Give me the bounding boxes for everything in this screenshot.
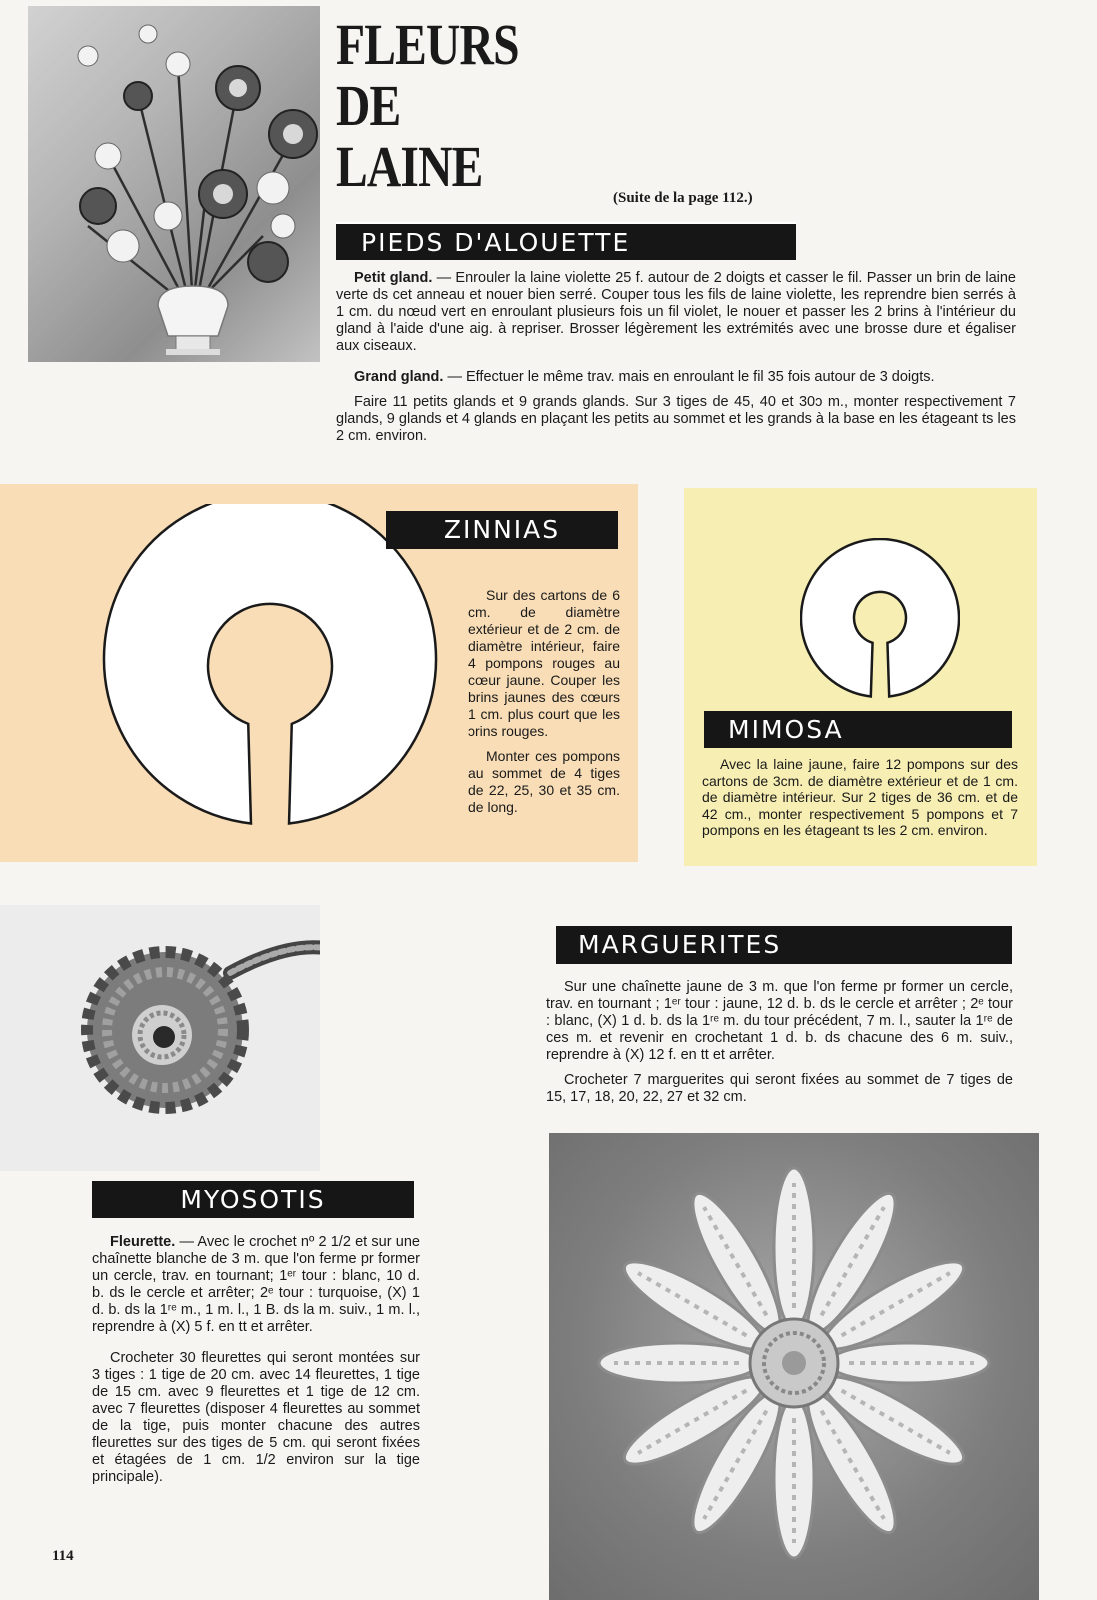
pieds-petit-text: — Enrouler la laine violette 25 f. autour de 2 doigts et casser le fil. Passer un brin de laine verte ds cet anneau et nouer bien serré. Couper tous les fils de laine violette, les reprendre bien serrés à 1 cm. du nœud vert en enroulant plusieurs fois un fil violet, le nouer et passer les 2 brins à l'intérieur du gland à l'aide d'une aig. à repriser. Brosser légèrement les extrémités avec une brosse dure et égaliser aux ciseaux.	[336, 270, 1016, 354]
mimosa-heading: MIMOSA	[704, 711, 1012, 748]
myosotis-heading: MYOSOTIS	[92, 1181, 414, 1218]
pieds-text	[336, 270, 1016, 445]
pieds-para-3: Faire 11 petits glands et 9 grands glands. Sur 3 tiges de 45, 40 et 30ɔ m., monter respectivement 7 glands, 9 glands et 4 glands en plaçant les petits au sommet et les grands à la base en les étageant ts les 2 cm. environ.	[336, 394, 1016, 444]
fleurette-photo	[0, 905, 320, 1171]
pieds-grand-lead: Grand gland.	[354, 369, 444, 385]
suite-note: (Suite de la page 112.)	[613, 190, 753, 206]
mimosa-template-diagram	[800, 538, 960, 698]
title-line-3: LAINE	[336, 134, 483, 199]
zinnias-text	[468, 587, 620, 816]
zinnias-para-1: Sur des cartons de 6 cm. de diamètre extérieur et de 2 cm. de diamètre intérieur, faire 4 pompons rouges au cœur jaune. Couper les brins jaunes des cœurs 1 cm. plus court que les ɔrins rouges.	[468, 587, 620, 739]
pieds-heading: PIEDS D'ALOUETTE	[336, 222, 796, 260]
zinnias-heading: ZINNIAS	[386, 511, 618, 549]
myosotis-text	[92, 1234, 420, 1486]
zinnias-template-diagram	[100, 504, 440, 844]
page-title	[336, 14, 519, 197]
pieds-grand-text: — Effectuer le même trav. mais en enroulant le fil 35 fois autour de 3 doigts.	[443, 369, 935, 385]
zinnias-para-2: Monter ces pompons au sommet de 4 tiges de 22, 25, 30 et 35 cm. de long.	[468, 748, 620, 815]
marguerites-text	[546, 979, 1013, 1106]
myosotis-para-2: Crocheter 30 fleurettes qui seront montées sur 3 tiges : 1 tige de 20 cm. avec 14 fleurettes, 1 tige de 15 cm. avec 9 fleurettes et 1 tige de 12 cm. avec 7 fleurettes (disposer 4 fleurettes au sommet de la tige, puis monter chacune des autres fleurettes sur des tiges de 5 cm. qui seront fixées et étagées de 1 cm. 1/2 environ sur la tige principale).	[92, 1350, 420, 1485]
mimosa-text	[702, 756, 1018, 839]
myosotis-lead: Fleurette.	[110, 1234, 176, 1250]
pieds-petit-paragraph	[336, 270, 1016, 355]
pieds-petit-lead: Petit gland.	[354, 270, 433, 286]
myosotis-para-1-text: — Avec le crochet nº 2 1/2 et sur une chaînette blanche de 3 m. que l'on ferme pr former un cercle, trav. en tournant; 1ᵉʳ tour : blanc, 10 d. b. ds le cercle et arrêter; 2ᵉ tour : turquoise, (X) 1 d. b. ds la 1ʳᵉ m., 1 m. l., 1 B. ds la m. suiv., 1 m. l., reprendre à (X) 5 f. en tt et arrêter.	[92, 1234, 420, 1335]
page-number: 114	[52, 1548, 74, 1564]
title-line-1: FLEURS	[336, 12, 519, 77]
mimosa-paragraph: Avec la laine jaune, faire 12 pompons sur des cartons de 3cm. de diamètre extérieur et de 1 cm. de diamètre intérieur. Sur 2 tiges de 36 cm. et de 42 cm., monter respectivement 5 pompons et 7 pompons en les étageant ts les 2 cm. environ.	[702, 756, 1018, 838]
pieds-grand-paragraph	[336, 369, 1016, 386]
bouquet-photo	[28, 6, 320, 362]
marguerites-para-1: Sur une chaînette jaune de 3 m. que l'on ferme pr former un cercle, trav. en tournant ; 1ᵉʳ tour : jaune, 12 d. b. ds le cercle et arrêter ; 2ᵉ tour : blanc, (X) 1 d. b. ds la 1ʳᵉ m. du tour précédent, 7 m. l., sauter la 1ʳᵉ de ces m. et revenir en crochetant 1 d. b. ds chacune des 6 m. suiv., reprendre à (X) 12 f. en tt et arrêter.	[546, 979, 1013, 1063]
marguerites-para-2: Crocheter 7 marguerites qui seront fixées au sommet de 7 tiges de 15, 17, 18, 20, 22, 27 et 32 cm.	[546, 1072, 1013, 1105]
title-line-2: DE	[336, 73, 401, 138]
marguerite-photo	[549, 1133, 1039, 1600]
marguerites-heading: MARGUERITES	[556, 926, 1012, 964]
myosotis-para-1	[92, 1234, 420, 1336]
